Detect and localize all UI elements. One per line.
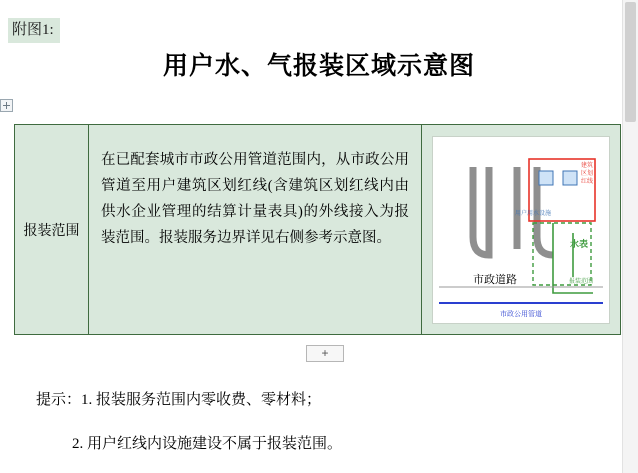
scope-diagram: [432, 136, 610, 324]
note-line-1: 提示：1. 报装服务范围内零收费、零材料；: [36, 392, 322, 408]
note-line-2: 2. 用户红线内设施建设不属于报装范围。: [72, 436, 343, 452]
scope-diagram-svg: [433, 137, 609, 323]
svg-text:市政公用管道: 市政公用管道: [500, 310, 542, 318]
svg-text:区划: 区划: [580, 170, 594, 177]
scrollbar-thumb[interactable]: [625, 2, 636, 122]
scope-table: [14, 124, 621, 335]
table-body-text: 在已配套城市市政公用管道范围内，从市政公用管道至用户建筑区划红线(含建筑区划红线内由供水企业管理的结算计量表具)的外线接入为报装范围。报装服务边界详见右侧参考示意图。: [101, 152, 409, 246]
table-row-label: 报装范围: [23, 223, 80, 239]
figure-caption-label: 附图1:: [8, 18, 60, 43]
page-title: 用户水、气报装区域示意图: [162, 53, 475, 80]
svg-text:建筑: 建筑: [580, 162, 594, 169]
svg-text:水表: 水表: [569, 238, 589, 249]
table-row-label-cell: [15, 125, 89, 334]
table-move-handle-icon[interactable]: [0, 99, 13, 112]
add-row-button[interactable]: +: [306, 345, 344, 362]
svg-text:红线: 红线: [580, 178, 594, 185]
svg-text:市政道路: 市政道路: [473, 273, 517, 286]
svg-text:用户用水设施: 用户用水设施: [514, 210, 552, 217]
table-figure-cell: [422, 125, 620, 334]
table-body-cell: [89, 125, 422, 334]
vertical-scrollbar[interactable]: [622, 0, 638, 473]
svg-text:报装范围: 报装范围: [568, 278, 594, 285]
